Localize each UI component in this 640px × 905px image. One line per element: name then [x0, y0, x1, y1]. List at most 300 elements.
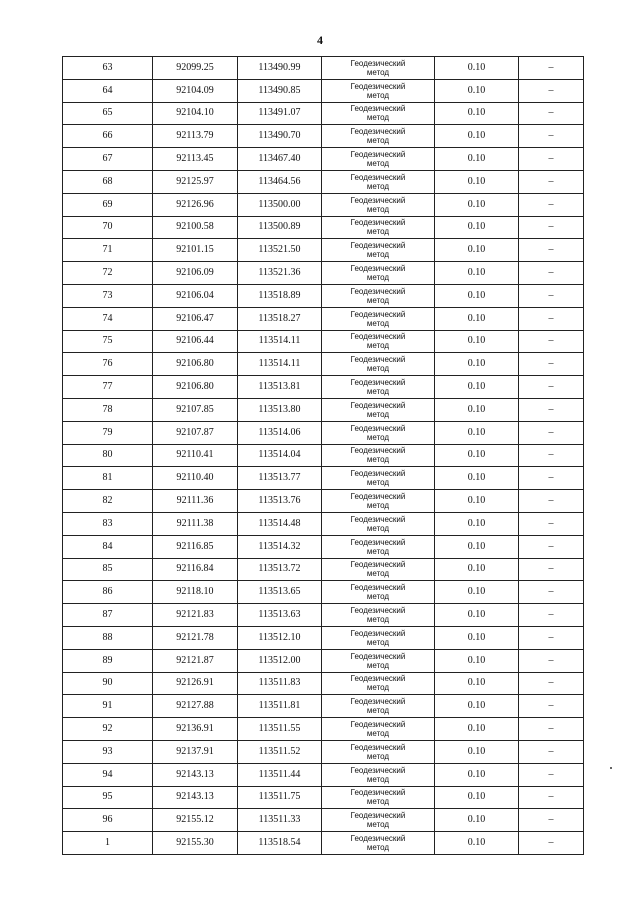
table-row — [63, 467, 584, 490]
method-line-1: Геодезический — [350, 400, 406, 410]
dash-cell: – — [519, 193, 584, 216]
table-row — [63, 718, 584, 741]
method-cell — [322, 604, 435, 627]
method-cell — [322, 79, 435, 102]
method-cell — [322, 490, 435, 513]
method-line-1: Геодезический — [350, 514, 406, 524]
x-coordinate-cell: 92111.38 — [153, 512, 238, 535]
table-row — [63, 148, 584, 171]
y-coordinate-cell: 113513.63 — [238, 604, 322, 627]
method-cell — [322, 649, 435, 672]
method-cell — [322, 718, 435, 741]
y-coordinate-cell: 113512.00 — [238, 649, 322, 672]
method-line-1: Геодезический — [350, 104, 406, 114]
x-coordinate-cell: 92143.13 — [153, 786, 238, 809]
y-coordinate-cell: 113513.80 — [238, 398, 322, 421]
accuracy-cell: 0.10 — [435, 216, 519, 239]
accuracy-cell: 0.10 — [435, 672, 519, 695]
y-coordinate-cell: 113513.76 — [238, 490, 322, 513]
method-cell — [322, 512, 435, 535]
method-cell — [322, 376, 435, 399]
table-row — [63, 558, 584, 581]
method-line-1: Геодезический — [350, 332, 406, 342]
point-number-cell: 63 — [63, 57, 153, 80]
dash-cell: – — [519, 558, 584, 581]
y-coordinate-cell: 113490.85 — [238, 79, 322, 102]
dash-cell: – — [519, 490, 584, 513]
method-line-2: метод — [366, 364, 390, 374]
table-row — [63, 193, 584, 216]
method-line-2: метод — [366, 637, 390, 647]
method-line-1: Геодезический — [350, 378, 406, 388]
accuracy-cell: 0.10 — [435, 490, 519, 513]
point-number-cell: 67 — [63, 148, 153, 171]
method-line-1: Геодезический — [350, 469, 406, 479]
method-cell — [322, 740, 435, 763]
y-coordinate-cell: 113513.81 — [238, 376, 322, 399]
y-coordinate-cell: 113521.50 — [238, 239, 322, 262]
table-row — [63, 284, 584, 307]
accuracy-cell: 0.10 — [435, 239, 519, 262]
accuracy-cell: 0.10 — [435, 626, 519, 649]
accuracy-cell: 0.10 — [435, 786, 519, 809]
dash-cell: – — [519, 262, 584, 285]
method-line-1: Геодезический — [350, 651, 406, 661]
coordinates-table — [62, 56, 584, 855]
method-cell — [322, 262, 435, 285]
method-line-1: Геодезический — [350, 674, 406, 684]
point-number-cell: 82 — [63, 490, 153, 513]
table-row — [63, 444, 584, 467]
y-coordinate-cell: 113518.89 — [238, 284, 322, 307]
point-number-cell: 81 — [63, 467, 153, 490]
accuracy-cell: 0.10 — [435, 57, 519, 80]
accuracy-cell: 0.10 — [435, 604, 519, 627]
y-coordinate-cell: 113511.33 — [238, 809, 322, 832]
method-cell — [322, 535, 435, 558]
dash-cell: – — [519, 57, 584, 80]
point-number-cell: 79 — [63, 421, 153, 444]
point-number-cell: 69 — [63, 193, 153, 216]
method-cell — [322, 125, 435, 148]
dash-cell: – — [519, 307, 584, 330]
method-line-2: метод — [366, 136, 390, 146]
point-number-cell: 1 — [63, 832, 153, 855]
method-line-2: метод — [366, 501, 390, 511]
y-coordinate-cell: 113511.75 — [238, 786, 322, 809]
x-coordinate-cell: 92106.44 — [153, 330, 238, 353]
point-number-cell: 94 — [63, 763, 153, 786]
method-line-2: метод — [366, 227, 390, 237]
table-row — [63, 102, 584, 125]
y-coordinate-cell: 113514.04 — [238, 444, 322, 467]
x-coordinate-cell: 92137.91 — [153, 740, 238, 763]
method-line-2: метод — [366, 569, 390, 579]
dash-cell: – — [519, 467, 584, 490]
table-row — [63, 79, 584, 102]
y-coordinate-cell: 113513.77 — [238, 467, 322, 490]
dash-cell: – — [519, 125, 584, 148]
dash-cell: – — [519, 763, 584, 786]
x-coordinate-cell: 92106.09 — [153, 262, 238, 285]
table-row — [63, 421, 584, 444]
table-row — [63, 353, 584, 376]
table-row — [63, 604, 584, 627]
point-number-cell: 89 — [63, 649, 153, 672]
method-line-1: Геодезический — [350, 81, 406, 91]
method-cell — [322, 672, 435, 695]
table-row — [63, 626, 584, 649]
point-number-cell: 95 — [63, 786, 153, 809]
coordinates-table-body — [63, 57, 584, 855]
method-line-2: метод — [366, 159, 390, 169]
y-coordinate-cell: 113514.11 — [238, 353, 322, 376]
table-row — [63, 763, 584, 786]
method-line-1: Геодезический — [350, 195, 406, 205]
method-line-2: метод — [366, 273, 390, 283]
dash-cell: – — [519, 626, 584, 649]
method-line-2: метод — [366, 842, 390, 852]
x-coordinate-cell: 92107.87 — [153, 421, 238, 444]
point-number-cell: 76 — [63, 353, 153, 376]
x-coordinate-cell: 92116.85 — [153, 535, 238, 558]
method-line-2: метод — [366, 90, 390, 100]
dash-cell: – — [519, 809, 584, 832]
accuracy-cell: 0.10 — [435, 581, 519, 604]
point-number-cell: 83 — [63, 512, 153, 535]
y-coordinate-cell: 113511.44 — [238, 763, 322, 786]
method-line-1: Геодезический — [350, 446, 406, 456]
y-coordinate-cell: 113500.00 — [238, 193, 322, 216]
method-line-2: метод — [366, 523, 390, 533]
method-line-2: метод — [366, 820, 390, 830]
x-coordinate-cell: 92121.83 — [153, 604, 238, 627]
method-cell — [322, 102, 435, 125]
method-line-2: метод — [366, 295, 390, 305]
dash-cell: – — [519, 444, 584, 467]
accuracy-cell: 0.10 — [435, 330, 519, 353]
method-line-1: Геодезический — [350, 765, 406, 775]
dash-cell: – — [519, 102, 584, 125]
method-line-2: метод — [366, 250, 390, 260]
table-row — [63, 262, 584, 285]
y-coordinate-cell: 113513.72 — [238, 558, 322, 581]
table-row — [63, 57, 584, 80]
accuracy-cell: 0.10 — [435, 832, 519, 855]
method-line-2: метод — [366, 751, 390, 761]
accuracy-cell: 0.10 — [435, 467, 519, 490]
method-line-2: метод — [366, 797, 390, 807]
y-coordinate-cell: 113511.83 — [238, 672, 322, 695]
dash-cell: – — [519, 398, 584, 421]
method-line-1: Геодезический — [350, 788, 406, 798]
method-cell — [322, 467, 435, 490]
method-line-1: Геодезический — [350, 423, 406, 433]
method-cell — [322, 330, 435, 353]
table-row — [63, 125, 584, 148]
accuracy-cell: 0.10 — [435, 421, 519, 444]
y-coordinate-cell: 113514.32 — [238, 535, 322, 558]
point-number-cell: 70 — [63, 216, 153, 239]
accuracy-cell: 0.10 — [435, 148, 519, 171]
method-line-2: метод — [366, 432, 390, 442]
y-coordinate-cell: 113491.07 — [238, 102, 322, 125]
method-line-2: метод — [366, 318, 390, 328]
table-row — [63, 695, 584, 718]
method-line-1: Геодезический — [350, 811, 406, 821]
x-coordinate-cell: 92106.80 — [153, 376, 238, 399]
point-number-cell: 87 — [63, 604, 153, 627]
y-coordinate-cell: 113518.54 — [238, 832, 322, 855]
dash-cell: – — [519, 79, 584, 102]
table-row — [63, 307, 584, 330]
y-coordinate-cell: 113511.55 — [238, 718, 322, 741]
dash-cell: – — [519, 604, 584, 627]
x-coordinate-cell: 92127.88 — [153, 695, 238, 718]
method-line-1: Геодезический — [350, 218, 406, 228]
method-cell — [322, 763, 435, 786]
x-coordinate-cell: 92126.91 — [153, 672, 238, 695]
y-coordinate-cell: 113490.70 — [238, 125, 322, 148]
accuracy-cell: 0.10 — [435, 649, 519, 672]
dash-cell: – — [519, 786, 584, 809]
method-line-1: Геодезический — [350, 355, 406, 365]
x-coordinate-cell: 92106.04 — [153, 284, 238, 307]
x-coordinate-cell: 92106.47 — [153, 307, 238, 330]
method-line-1: Геодезический — [350, 286, 406, 296]
y-coordinate-cell: 113514.11 — [238, 330, 322, 353]
accuracy-cell: 0.10 — [435, 695, 519, 718]
point-number-cell: 64 — [63, 79, 153, 102]
point-number-cell: 73 — [63, 284, 153, 307]
method-cell — [322, 57, 435, 80]
method-line-1: Геодезический — [350, 697, 406, 707]
table-row — [63, 170, 584, 193]
point-number-cell: 65 — [63, 102, 153, 125]
method-cell — [322, 239, 435, 262]
dash-cell: – — [519, 284, 584, 307]
table-row — [63, 398, 584, 421]
dash-cell: – — [519, 832, 584, 855]
method-cell — [322, 558, 435, 581]
table-row — [63, 672, 584, 695]
method-line-2: метод — [366, 204, 390, 214]
y-coordinate-cell: 113467.40 — [238, 148, 322, 171]
y-coordinate-cell: 113514.06 — [238, 421, 322, 444]
method-line-1: Геодезический — [350, 583, 406, 593]
point-number-cell: 93 — [63, 740, 153, 763]
x-coordinate-cell: 92155.30 — [153, 832, 238, 855]
accuracy-cell: 0.10 — [435, 444, 519, 467]
method-line-1: Геодезический — [350, 58, 406, 68]
point-number-cell: 77 — [63, 376, 153, 399]
x-coordinate-cell: 92101.15 — [153, 239, 238, 262]
x-coordinate-cell: 92107.85 — [153, 398, 238, 421]
accuracy-cell: 0.10 — [435, 170, 519, 193]
table-row — [63, 330, 584, 353]
method-cell — [322, 695, 435, 718]
method-line-2: метод — [366, 341, 390, 351]
method-cell — [322, 193, 435, 216]
x-coordinate-cell: 92100.58 — [153, 216, 238, 239]
x-coordinate-cell: 92121.78 — [153, 626, 238, 649]
accuracy-cell: 0.10 — [435, 79, 519, 102]
table-row — [63, 649, 584, 672]
y-coordinate-cell: 113512.10 — [238, 626, 322, 649]
accuracy-cell: 0.10 — [435, 376, 519, 399]
method-cell — [322, 398, 435, 421]
table-row — [63, 786, 584, 809]
accuracy-cell: 0.10 — [435, 102, 519, 125]
accuracy-cell: 0.10 — [435, 307, 519, 330]
method-line-2: метод — [366, 683, 390, 693]
accuracy-cell: 0.10 — [435, 718, 519, 741]
table-row — [63, 832, 584, 855]
method-line-1: Геодезический — [350, 309, 406, 319]
y-coordinate-cell: 113511.52 — [238, 740, 322, 763]
dash-cell: – — [519, 376, 584, 399]
point-number-cell: 96 — [63, 809, 153, 832]
dash-cell: – — [519, 512, 584, 535]
method-cell — [322, 626, 435, 649]
method-line-2: метод — [366, 478, 390, 488]
accuracy-cell: 0.10 — [435, 809, 519, 832]
x-coordinate-cell: 92104.09 — [153, 79, 238, 102]
y-coordinate-cell: 113464.56 — [238, 170, 322, 193]
x-coordinate-cell: 92110.40 — [153, 467, 238, 490]
point-number-cell: 90 — [63, 672, 153, 695]
table-row — [63, 376, 584, 399]
y-coordinate-cell: 113500.89 — [238, 216, 322, 239]
method-line-1: Геодезический — [350, 560, 406, 570]
table-row — [63, 512, 584, 535]
x-coordinate-cell: 92118.10 — [153, 581, 238, 604]
accuracy-cell: 0.10 — [435, 558, 519, 581]
method-cell — [322, 832, 435, 855]
page-number: 4 — [317, 33, 323, 47]
accuracy-cell: 0.10 — [435, 262, 519, 285]
method-line-1: Геодезический — [350, 492, 406, 502]
dash-cell: – — [519, 672, 584, 695]
dash-cell: – — [519, 740, 584, 763]
accuracy-cell: 0.10 — [435, 125, 519, 148]
method-line-2: метод — [366, 113, 390, 123]
x-coordinate-cell: 92110.41 — [153, 444, 238, 467]
accuracy-cell: 0.10 — [435, 535, 519, 558]
method-line-2: метод — [366, 181, 390, 191]
method-line-2: метод — [366, 660, 390, 670]
method-line-2: метод — [366, 592, 390, 602]
accuracy-cell: 0.10 — [435, 763, 519, 786]
table-row — [63, 535, 584, 558]
dash-cell: – — [519, 353, 584, 376]
method-line-1: Геодезический — [350, 742, 406, 752]
table-row — [63, 239, 584, 262]
method-line-1: Геодезический — [350, 833, 406, 843]
dash-cell: – — [519, 148, 584, 171]
point-number-cell: 75 — [63, 330, 153, 353]
method-cell — [322, 809, 435, 832]
table-row — [63, 490, 584, 513]
x-coordinate-cell: 92113.79 — [153, 125, 238, 148]
x-coordinate-cell: 92104.10 — [153, 102, 238, 125]
x-coordinate-cell: 92106.80 — [153, 353, 238, 376]
accuracy-cell: 0.10 — [435, 740, 519, 763]
method-line-2: метод — [366, 67, 390, 77]
point-number-cell: 88 — [63, 626, 153, 649]
method-line-1: Геодезический — [350, 628, 406, 638]
method-cell — [322, 353, 435, 376]
point-number-cell: 92 — [63, 718, 153, 741]
y-coordinate-cell: 113511.81 — [238, 695, 322, 718]
stray-dot — [610, 767, 612, 769]
y-coordinate-cell: 113513.65 — [238, 581, 322, 604]
dash-cell: – — [519, 718, 584, 741]
method-cell — [322, 421, 435, 444]
dash-cell: – — [519, 216, 584, 239]
method-line-1: Геодезический — [350, 172, 406, 182]
point-number-cell: 72 — [63, 262, 153, 285]
x-coordinate-cell: 92126.96 — [153, 193, 238, 216]
table-row — [63, 809, 584, 832]
point-number-cell: 68 — [63, 170, 153, 193]
dash-cell: – — [519, 649, 584, 672]
x-coordinate-cell: 92143.13 — [153, 763, 238, 786]
dash-cell: – — [519, 535, 584, 558]
dash-cell: – — [519, 421, 584, 444]
dash-cell: – — [519, 239, 584, 262]
method-line-2: метод — [366, 774, 390, 784]
x-coordinate-cell: 92113.45 — [153, 148, 238, 171]
method-line-1: Геодезический — [350, 720, 406, 729]
table-row — [63, 740, 584, 763]
method-cell — [322, 581, 435, 604]
point-number-cell: 86 — [63, 581, 153, 604]
method-line-2: метод — [366, 455, 390, 465]
table-row — [63, 581, 584, 604]
point-number-cell: 84 — [63, 535, 153, 558]
y-coordinate-cell: 113518.27 — [238, 307, 322, 330]
method-line-2: метод — [366, 706, 390, 716]
method-cell — [322, 444, 435, 467]
method-line-2: метод — [366, 615, 390, 625]
point-number-cell: 78 — [63, 398, 153, 421]
accuracy-cell: 0.10 — [435, 353, 519, 376]
method-line-1: Геодезический — [350, 150, 406, 160]
method-line-1: Геодезический — [350, 537, 406, 547]
method-line-2: метод — [366, 729, 390, 738]
accuracy-cell: 0.10 — [435, 284, 519, 307]
method-line-1: Геодезический — [350, 127, 406, 137]
dash-cell: – — [519, 170, 584, 193]
accuracy-cell: 0.10 — [435, 398, 519, 421]
y-coordinate-cell: 113514.48 — [238, 512, 322, 535]
method-line-2: метод — [366, 409, 390, 419]
dash-cell: – — [519, 695, 584, 718]
method-cell — [322, 216, 435, 239]
method-cell — [322, 148, 435, 171]
x-coordinate-cell: 92136.91 — [153, 718, 238, 741]
x-coordinate-cell: 92121.87 — [153, 649, 238, 672]
method-cell — [322, 307, 435, 330]
method-line-1: Геодезический — [350, 606, 406, 616]
y-coordinate-cell: 113490.99 — [238, 57, 322, 80]
method-line-2: метод — [366, 546, 390, 556]
method-cell — [322, 284, 435, 307]
point-number-cell: 74 — [63, 307, 153, 330]
point-number-cell: 85 — [63, 558, 153, 581]
method-cell — [322, 170, 435, 193]
